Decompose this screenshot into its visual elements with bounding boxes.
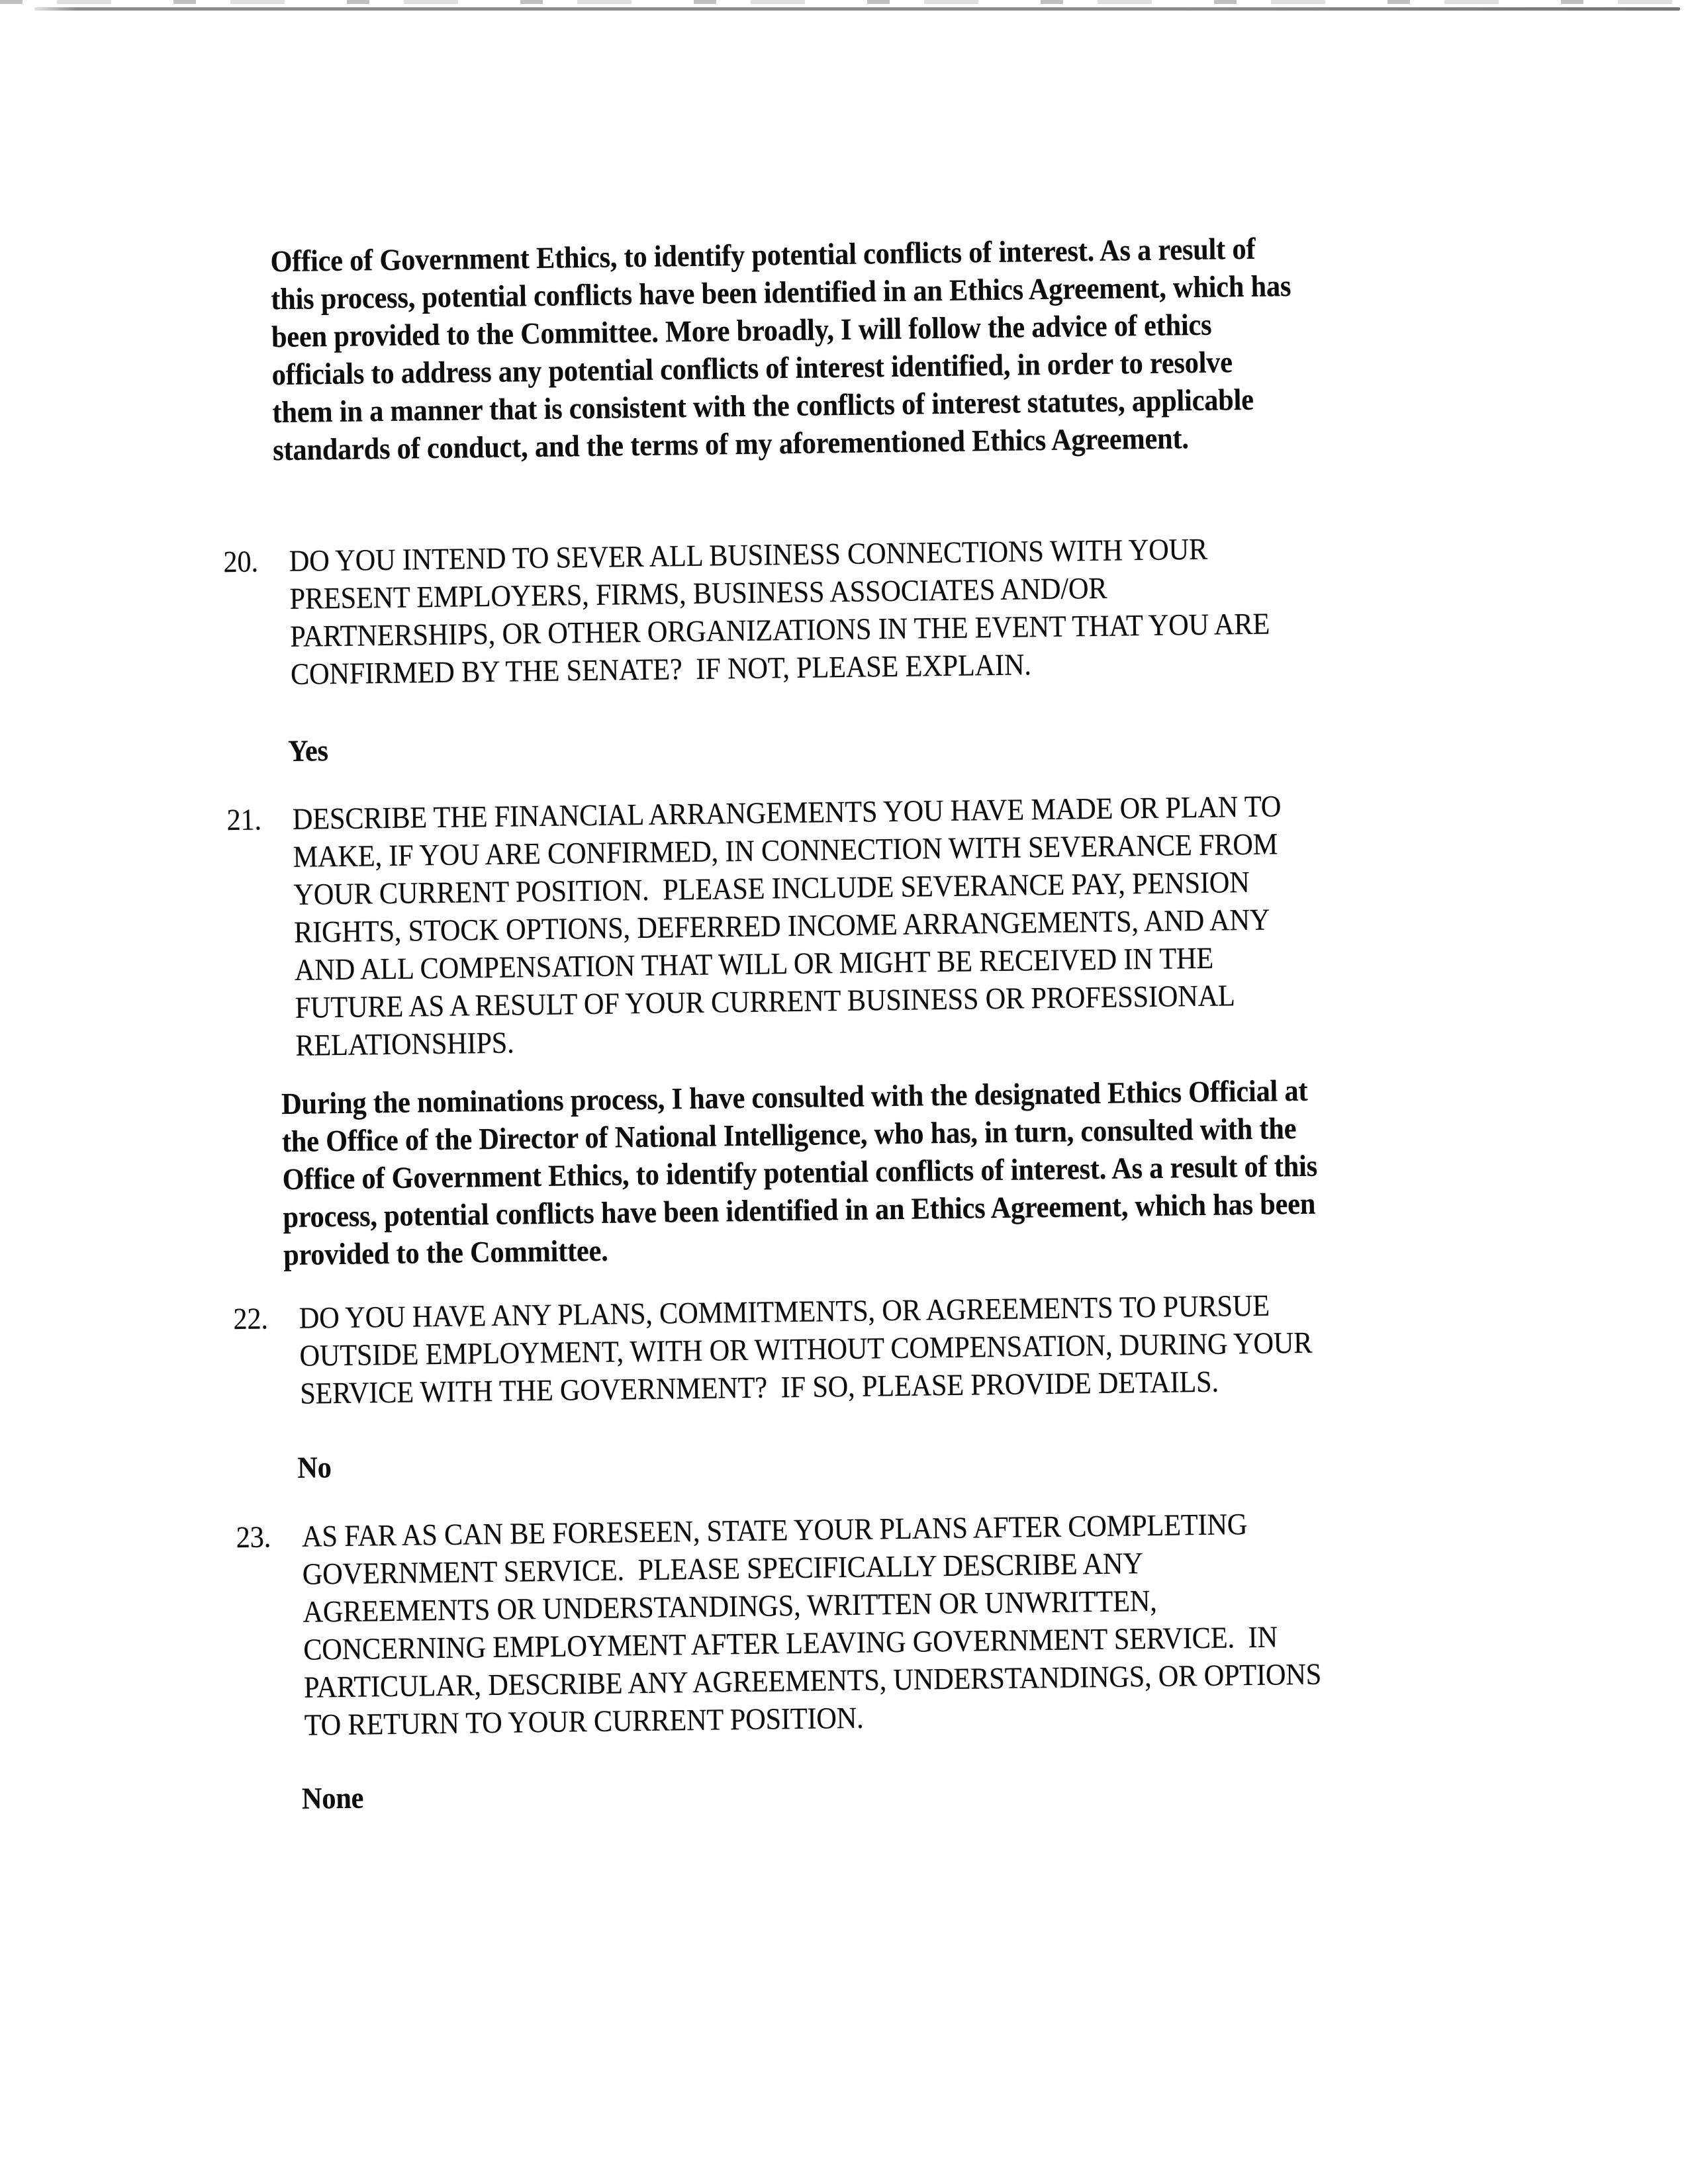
question-20 [223, 529, 1270, 694]
intro-paragraph: Office of Government Ethics, to identify potential conflicts of interest. As a result of this process, potential conflicts have been identified in an Ethics Agreement, which has been provided to the Committee. More broadly, I will follow the advice of ethics officials to address any potential conflicts of interest identified, in order to resolve them in a manner that is consistent with the conflicts of interest statutes, applicable standards of conduct, and the terms of my aforementioned Ethics Agreement. [270, 231, 1291, 467]
question-22-number: 22. [233, 1301, 269, 1336]
question-20-text: DO YOU INTEND TO SEVER ALL BUSINESS CONNECTIONS WITH YOUR PRESENT EMPLOYERS, FIRMS, BUSINESS ASSOCIATES AND/OR PARTNERSHIPS, OR OTHER ORGANIZATIONS IN THE EVENT THAT YOU ARE CONFIRMED BY THE SENATE? IF NOT, PLEASE EXPLAIN. [289, 531, 1270, 691]
answer-22: No [297, 1450, 332, 1484]
question-21-number: 21. [226, 802, 262, 837]
answer-21: During the nominations process, I have consulted with the designated Ethics Official at the Office of the Director of National Intelligence, who has, in turn, consulted with the Office of Government Ethics, to identify potential conflicts of interest. As a result of this process, potential conflicts have been identified in an Ethics Agreement, which has been provided to the Committee. [281, 1073, 1318, 1272]
question-22 [233, 1286, 1313, 1413]
question-22-text: DO YOU HAVE ANY PLANS, COMMITMENTS, OR AGREEMENTS TO PURSUE OUTSIDE EMPLOYMENT, WITH OR WITHOUT COMPENSATION, DURING YOUR SERVICE WITH THE GOVERNMENT? IF SO, PLEASE PROVIDE DETAILS. [299, 1288, 1313, 1410]
question-23-text: AS FAR AS CAN BE FORESEEN, STATE YOUR PLANS AFTER COMPLETING GOVERNMENT SERVICE. PLEASE SPECIFICALLY DESCRIBE ANY AGREEMENTS OR UNDERSTANDINGS, WRITTEN OR UNWRITTEN, CONCERNING EMPLOYMENT AFTER LEAVING GOVERNMENT SERVICE. IN PARTICULAR, DESCRIBE ANY AGREEMENTS, UNDERSTANDINGS, OR OPTIONS TO RETURN TO YOUR CURRENT POSITION. [301, 1507, 1322, 1742]
answer-23: None [301, 1780, 364, 1815]
question-23 [236, 1504, 1322, 1745]
question-21 [226, 787, 1284, 1065]
question-21-text: DESCRIBE THE FINANCIAL ARRANGEMENTS YOU HAVE MADE OR PLAN TO MAKE, IF YOU ARE CONFIRMED, IN CONNECTION WITH SEVERANCE FROM YOUR CURRENT POSITION. PLEASE INCLUDE SEVERANCE PAY, PENSION RIGHTS, STOCK OPTIONS, DEFERRED INCOME ARRANGEMENTS, AND ANY AND ALL COMPENSATION THAT WILL OR MIGHT BE RECEIVED IN THE FUTURE AS A RESULT OF YOUR CURRENT BUSINESS OR PROFESSIONAL RELATIONSHIPS. [292, 789, 1282, 1062]
question-23-number: 23. [236, 1520, 271, 1555]
question-20-number: 20. [223, 544, 259, 579]
answer-20: Yes [287, 733, 329, 768]
